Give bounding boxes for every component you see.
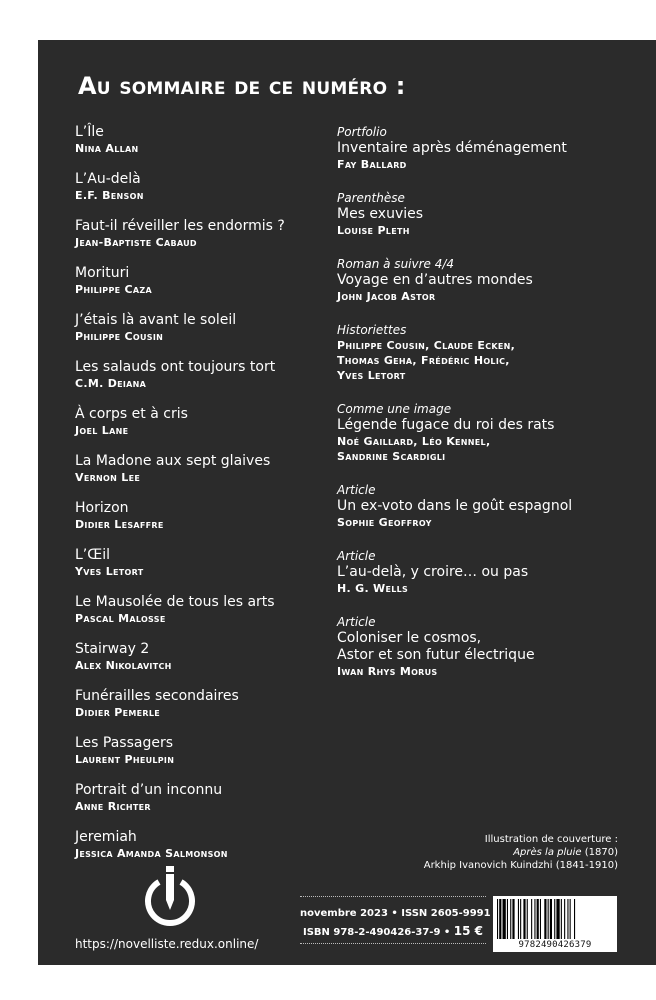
list-item <box>337 256 637 304</box>
story-title: Horizon <box>75 500 129 516</box>
list-item <box>75 594 330 626</box>
section-category: Roman à suivre 4/4 <box>337 257 455 271</box>
list-item <box>337 614 637 679</box>
barcode-bar <box>512 899 514 939</box>
story-author: Laurent Pheulpin <box>75 753 175 766</box>
story-title: L’Œil <box>75 547 111 563</box>
list-item <box>75 782 330 814</box>
section-category: Article <box>337 615 376 629</box>
story-title: Un ex-voto dans le goût espagnol <box>337 498 573 514</box>
cover-credit <box>358 833 618 872</box>
list-item <box>75 641 330 673</box>
list-item <box>75 218 330 250</box>
story-title: Inventaire après déménagement <box>337 140 567 156</box>
section-category: Portfolio <box>337 125 387 139</box>
list-item <box>337 482 637 530</box>
cover-credit-work: Après la pluie <box>513 847 582 858</box>
story-title: Stairway 2 <box>75 641 150 657</box>
barcode-bar <box>499 899 501 939</box>
barcode-bar <box>531 899 532 939</box>
story-title: Astor et son futur électrique <box>337 647 535 663</box>
story-title: Le Mausolée de tous les arts <box>75 594 275 610</box>
list-item <box>75 829 330 861</box>
list-item <box>337 124 637 172</box>
barcode-bar <box>527 899 528 939</box>
barcode-bar <box>503 899 506 939</box>
list-item <box>75 265 330 297</box>
barcode-bar <box>540 899 541 939</box>
story-author: C.M. Deiana <box>75 377 147 390</box>
story-title: Funérailles secondaires <box>75 688 239 704</box>
price-text: 15 € <box>453 924 484 938</box>
story-author: Alex Nikolavitch <box>75 659 172 672</box>
story-title: J’étais là avant le soleil <box>75 312 237 328</box>
story-author: Louise Pleth <box>337 224 410 237</box>
barcode-bar <box>518 899 519 939</box>
list-item <box>75 735 330 767</box>
story-title: L’au-delà, y croire… ou pas <box>337 564 529 580</box>
barcode-bar <box>564 899 565 939</box>
story-author: Philippe Caza <box>75 283 152 296</box>
story-author: Sandrine Scardigli <box>337 450 446 463</box>
story-author: Sophie Geoffroy <box>337 516 432 529</box>
story-title: Portrait d’un inconnu <box>75 782 223 798</box>
story-author: Philippe Cousin <box>75 330 164 343</box>
list-item <box>75 547 330 579</box>
story-author: Noé Gaillard, Léo Kennel, <box>337 435 491 448</box>
list-item <box>337 190 637 238</box>
page-title: Au sommaire de ce numéro : <box>78 72 406 100</box>
list-item <box>75 124 330 156</box>
barcode-bar <box>537 899 539 939</box>
story-title: La Madone aux sept glaives <box>75 453 271 469</box>
section-category: Historiettes <box>337 323 407 337</box>
right-contents-column <box>337 124 637 697</box>
barcode-bar <box>548 899 549 939</box>
cover-credit-label: Illustration de couverture : <box>484 834 618 845</box>
barcode-bar <box>507 899 508 939</box>
cover-credit-year: (1870) <box>584 847 618 858</box>
story-author: Nina Allan <box>75 142 139 155</box>
story-title: L’Île <box>75 124 104 140</box>
barcode-number: 9782490426379 <box>518 940 592 950</box>
barcode-bar <box>544 899 546 939</box>
website-link[interactable]: https://novelliste.redux.online/ <box>75 937 259 951</box>
barcode-bar <box>570 899 571 939</box>
barcode-bar <box>550 899 552 939</box>
divider <box>300 896 486 897</box>
story-author: Iwan Rhys Morus <box>337 665 438 678</box>
story-author: Didier Pemerle <box>75 706 161 719</box>
story-author: John Jacob Astor <box>337 290 436 303</box>
story-author: Pascal Malosse <box>75 612 166 625</box>
list-item <box>75 500 330 532</box>
barcode-bar <box>520 899 521 939</box>
barcode-bar <box>510 899 511 939</box>
story-author: Anne Richter <box>75 800 151 813</box>
story-author: Yves Letort <box>337 369 406 382</box>
story-author: E.F. Benson <box>75 189 144 202</box>
section-category: Article <box>337 483 376 497</box>
story-title: Les Passagers <box>75 735 174 751</box>
story-title: Légende fugace du roi des rats <box>337 417 555 433</box>
story-author: Philippe Cousin, Claude Ecken, <box>337 339 516 352</box>
isbn-text: ISBN 978-2-490426-37-9 • <box>302 927 451 938</box>
story-title: Voyage en d’autres mondes <box>337 272 533 288</box>
list-item <box>75 171 330 203</box>
list-item <box>337 322 637 383</box>
story-title: L’Au-delà <box>75 171 141 187</box>
power-pencil-logo-icon <box>142 866 198 932</box>
story-title: Faut-il réveiller les endormis ? <box>75 218 285 234</box>
divider <box>300 943 486 944</box>
publication-isbn-price <box>300 924 486 938</box>
list-item <box>75 688 330 720</box>
section-category: Article <box>337 549 376 563</box>
list-item <box>75 312 330 344</box>
section-category: Comme une image <box>337 402 452 416</box>
list-item <box>337 548 637 596</box>
barcode <box>493 896 617 952</box>
story-title: Morituri <box>75 265 130 281</box>
barcode-bar <box>497 899 498 939</box>
section-category: Parenthèse <box>337 191 405 205</box>
list-item <box>75 406 330 438</box>
barcode-bar <box>523 899 525 939</box>
story-title: Coloniser le cosmos, <box>337 630 482 646</box>
story-author: Didier Lesaffre <box>75 518 164 531</box>
story-author: Jessica Amanda Salmonson <box>75 847 228 860</box>
barcode-bar <box>534 899 535 939</box>
publication-date-issn: novembre 2023 • ISSN 2605-9991 <box>300 908 491 919</box>
cover-credit-artist: Arkhip Ivanovich Kuindzhi (1841-1910) <box>423 860 618 871</box>
story-author: Jean-Baptiste Cabaud <box>75 236 197 249</box>
story-author: Joel Lane <box>75 424 129 437</box>
barcode-bar <box>554 899 555 939</box>
barcode-bar <box>556 899 559 939</box>
list-item <box>337 401 637 464</box>
story-title: Les salauds ont toujours tort <box>75 359 276 375</box>
story-title: Jeremiah <box>75 829 137 845</box>
barcode-bars-icon <box>497 899 613 939</box>
story-author: Fay Ballard <box>337 158 407 171</box>
story-title: Mes exuvies <box>337 206 424 222</box>
list-item <box>75 453 330 485</box>
story-author: Yves Letort <box>75 565 144 578</box>
story-author: Vernon Lee <box>75 471 141 484</box>
left-contents-column <box>75 124 330 876</box>
barcode-bar <box>574 899 575 939</box>
list-item <box>75 359 330 391</box>
story-title: À corps et à cris <box>75 406 188 422</box>
barcode-bar <box>567 899 568 939</box>
story-author: Thomas Geha, Frédéric Holic, <box>337 354 510 367</box>
barcode-bar <box>561 899 562 939</box>
story-author: H. G. Wells <box>337 582 409 595</box>
